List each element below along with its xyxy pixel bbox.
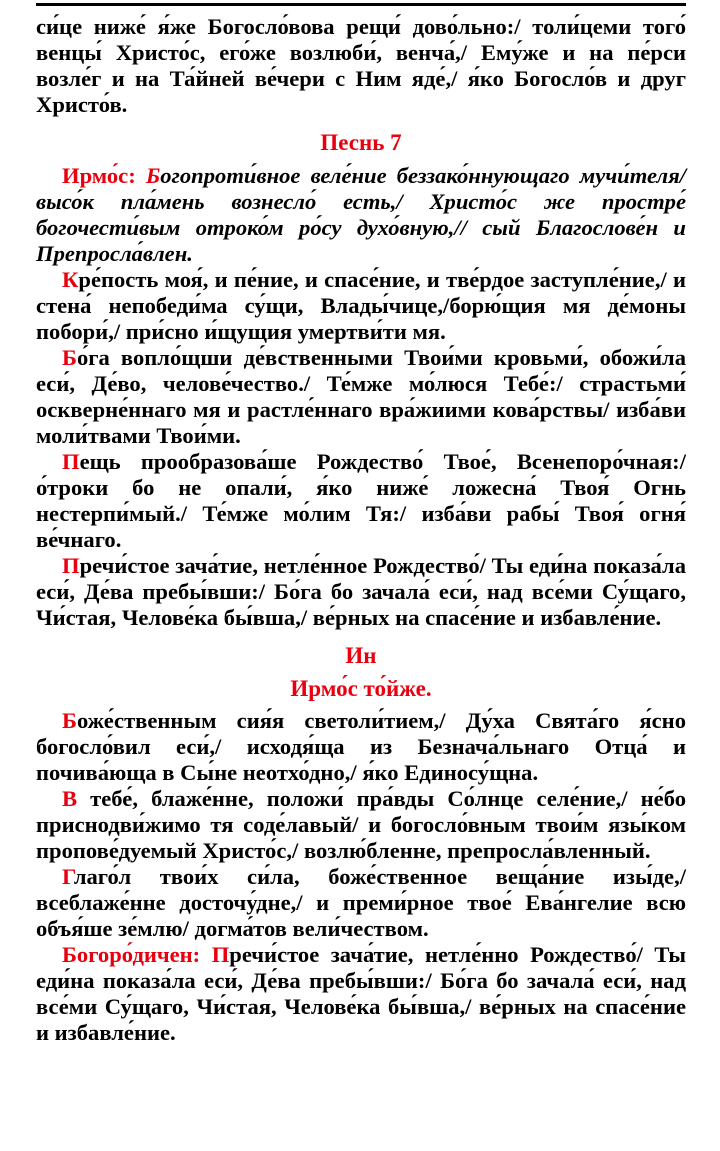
troparion-initial: Б — [62, 708, 77, 733]
troparion-text: о́га вопло́щши де́вственными Твои́ми кровьми́, обожи́ла еси́, Де́во, челове́чество./ Те́мже мо́люся Тебе́:/ страстьми́ оскверне́ннаго мя и растле́ннаго вра́жиими кова́рствы/ изба́ви моли́твами Твои́ми. — [36, 345, 686, 448]
troparion-text: тебе́, блаже́нне, положи́ пра́вды Со́лнце селе́ние,/ не́бо приснодви́жимо тя соде́лавый/ и богосло́вным твои́м язы́ком пропове́дуемый Христо́с,/ возлю́бленне, препросла́вленный. — [36, 786, 686, 863]
document-page — [36, 14, 686, 1046]
theotokion — [36, 942, 686, 1046]
troparion — [36, 267, 686, 345]
irmos-label: Ирмо́с: — [62, 163, 146, 188]
troparion-text: речи́стое зача́тие, нетле́нное Рождество́/ Ты еди́на показа́ла еси́, Де́ва пребы́вши:/ Бо́га бо зачала́ еси́, над все́ми Су́щаго, Чи́стая, Челове́ка бы́вша,/ ве́рных на спасе́ние и избавле́ние. — [36, 553, 686, 630]
theotokion-label: Богоро́дичен: — [62, 942, 212, 967]
troparion-initial: Б — [62, 345, 77, 370]
troparion — [36, 786, 686, 864]
troparion — [36, 345, 686, 449]
troparion-initial: П — [62, 553, 80, 578]
troparion-text: ре́пость моя́, и пе́ние, и спасе́ние, и тве́рдое заступле́ние,/ и стена́ непобеди́ма су́щи, Влады́чице,/борю́щия мя де́моны побори́,/ при́сно и́щущия умертви́ти мя. — [36, 267, 686, 344]
troparion-text: оже́ственным сия́я светоли́тием,/ Ду́ха Свята́го я́сно богосло́вил еси́,/ исходя́ща из Безнача́льнаго Отца́ и почива́юща в Сы́не неотхо́дно,/ я́ко Единосу́щна. — [36, 708, 686, 785]
troparion — [36, 864, 686, 942]
troparion-initial: В — [62, 786, 78, 811]
troparion — [36, 553, 686, 631]
in-irmos-label: Ирмо́с то́йже. — [290, 676, 432, 701]
troparion-text: ещь прообразова́ше Рождество́ Твое́, Всенепоро́чная:/ о́троки бо не опали́, я́ко ниже́ ложесна́ Твоя́ Огнь нестерпи́мый./ Те́мже мо́лим Тя:/ изба́ви рабы́ Твоя́ огня́ ве́чнаго. — [36, 449, 686, 552]
troparion-text: лаго́л твои́х си́ла, боже́ственное веща́ние изы́де,/ всеблаже́нне досточу́дне,/ и преми́рное твое́ Ева́нгелие всю объя́ше зе́млю/ догма́тов вели́чеством. — [36, 864, 686, 941]
top-rule — [36, 3, 686, 6]
in-section-title: Ин — [345, 643, 377, 668]
troparion-initial: К — [62, 267, 79, 292]
irmos-initial: Б — [145, 163, 161, 188]
troparion — [36, 449, 686, 553]
theotokion-initial: П — [211, 942, 230, 967]
canto-7-title: Песнь 7 — [320, 130, 402, 155]
troparion-initial: П — [62, 449, 80, 474]
canto-7-irmos — [36, 163, 686, 267]
continued-paragraph: си́це ниже́ я́же Богосло́вова рещи́ дово́льно:/ толи́цеми того́ венцы́ Христо́с, его́же возлюби́, венча́,/ Ему́же и на пе́рси возле́г и на Та́йней ве́чери с Ним яде́,/ я́ко Богосло́в и друг Христо́в. — [36, 14, 686, 117]
troparion-initial: Г — [62, 864, 74, 889]
irmos-text: огопроти́вное веле́ние беззако́ннующаго мучи́теля/ высо́к пла́мень вознесло́ есть,/ Христо́с же простре́ богочести́вым отроко́м ро́су духо́вную,// сый Благослове́н и Препросла́влен. — [36, 163, 686, 266]
troparion — [36, 708, 686, 786]
theotokion-text: речи́стое зача́тие, нетле́нно Рождество́/ Ты еди́на показа́ла еси́, Де́ва пребы́вши:/ Бо́га бо зачала́ еси́, над все́ми Су́щаго, Чи́стая, Челове́ка бы́вша,/ ве́рных на спасе́ние и избавле́ние. — [36, 942, 686, 1045]
